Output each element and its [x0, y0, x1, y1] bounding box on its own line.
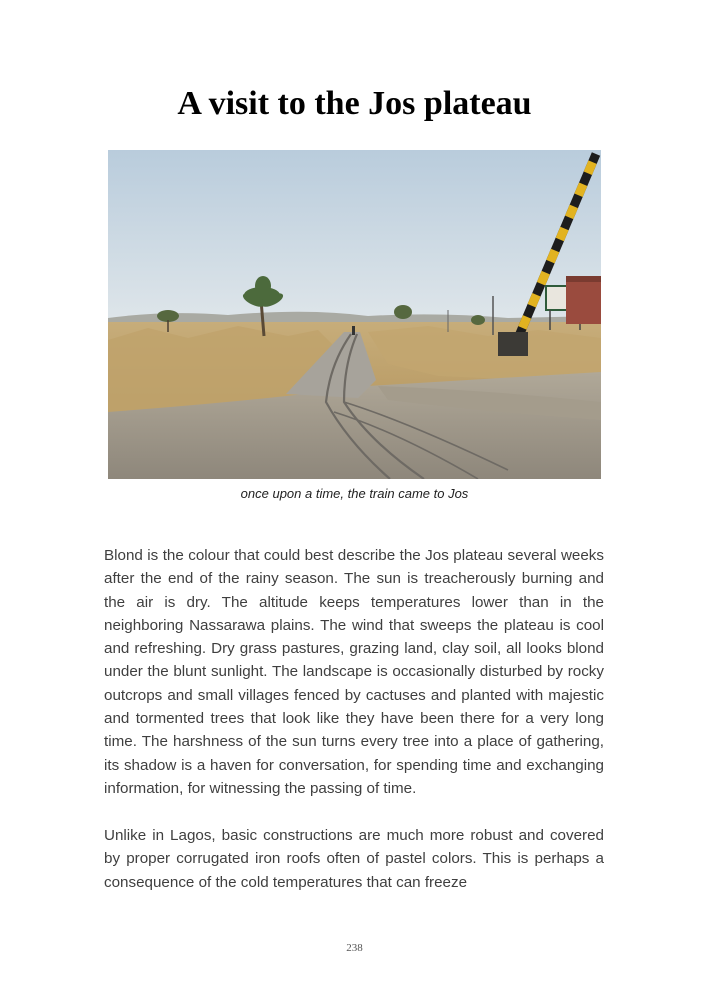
paragraph-text: Unlike in Lagos, basic constructions are much more robust and covered by proper corrugated iron roofs often of pastel colors. This is perhaps a consequence of the cold temperatures that can freeze [104, 827, 604, 891]
railway-illustration [108, 150, 601, 479]
page-number: 238 [346, 942, 363, 954]
page-title: A visit to the Jos plateau [177, 85, 532, 122]
photo-caption: once upon a time, the train came to Jos [240, 486, 469, 501]
railway-photo [108, 150, 601, 479]
body-paragraph-1 [104, 544, 604, 800]
body-paragraph-2 [104, 824, 604, 894]
paragraph-text: Blond is the colour that could best describe the Jos plateau several weeks after the end of the rainy season. The sun is treacherously burning and the air is dry. The altitude keeps temperatures lower than in the neighboring Nassarawa plains. The wind that sweeps the plateau is cool and refreshing. Dry grass pastures, grazing land, clay soil, all looks blond under the blunt sunlight. The landscape is occasionally disturbed by rocky outcrops and small villages fenced by cactuses and planted with majestic and tormented trees that look like they have been there for a very long time. The harshness of the sun turns every tree into a place of gathering, its shadow is a haven for conversation, for spending time and exchanging information, for witnessing the passing of time. [104, 547, 604, 797]
